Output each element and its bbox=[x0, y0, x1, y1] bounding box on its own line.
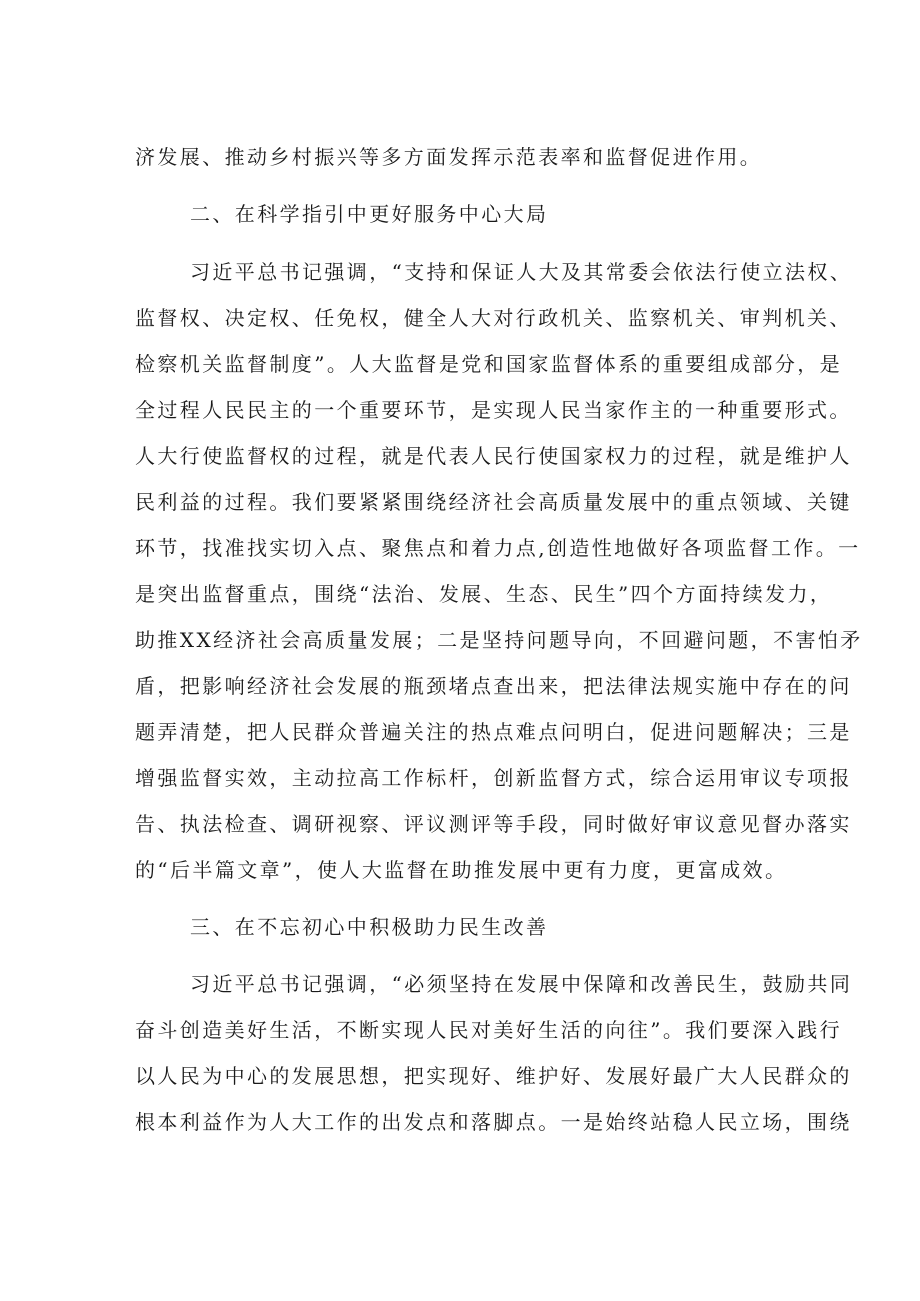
paragraph-3-line-4: 根本利益作为人大工作的出发点和落脚点。一是始终站稳人民立场，围绕 bbox=[135, 1110, 852, 1134]
paragraph-2-line-11: 题弄清楚，把人民群众普遍关注的热点难点问明白，促进问题解决；三是 bbox=[135, 720, 852, 744]
paragraph-2-line-9: 助推XX经济社会高质量发展；二是坚持问题导向，不回避问题，不害怕矛 bbox=[135, 628, 863, 652]
paragraph-3-line-2: 奋斗创造美好生活，不断实现人民对美好生活的向往”。我们要深入践行 bbox=[135, 1018, 843, 1042]
paragraph-2-line-4: 全过程人民民主的一个重要环节，是实现人民当家作主的一种重要形式。 bbox=[135, 398, 852, 422]
section-heading-2: 二、在科学指引中更好服务中心大局 bbox=[190, 202, 549, 226]
paragraph-2-line-3: 检察机关监督制度”。人大监督是党和国家监督体系的重要组成部分，是 bbox=[135, 352, 843, 376]
paragraph-2-line-13: 告、执法检查、调研视察、评议测评等手段，同时做好审议意见督办落实 bbox=[135, 812, 852, 836]
paragraph-2-line-1: 习近平总书记强调，“支持和保证人大及其常委会依法行使立法权、 bbox=[190, 260, 853, 284]
paragraph-1-line-1: 济发展、推动乡村振兴等多方面发挥示范表率和监督促进作用。 bbox=[135, 145, 763, 169]
paragraph-2-line-6: 民利益的过程。我们要紧紧围绕经济社会高质量发展中的重点领域、关键 bbox=[135, 490, 852, 514]
paragraph-2-line-2: 监督权、决定权、任免权，健全人大对行政机关、监察机关、审判机关、 bbox=[135, 306, 852, 330]
paragraph-3-line-3: 以人民为中心的发展思想，把实现好、维护好、发展好最广大人民群众的 bbox=[135, 1064, 852, 1088]
paragraph-2-line-8: 是突出监督重点，围绕“法治、发展、生态、民生”四个方面持续发力， bbox=[135, 582, 833, 606]
paragraph-3-line-1: 习近平总书记强调，“必须坚持在发展中保障和改善民生，鼓励共同 bbox=[190, 972, 853, 996]
paragraph-2-line-10: 盾，把影响经济社会发展的瓶颈堵点查出来，把法律法规实施中存在的问 bbox=[135, 674, 852, 698]
paragraph-2-line-14: 的“后半篇文章”，使人大监督在助推发展中更有力度，更富成效。 bbox=[135, 858, 788, 882]
paragraph-2-line-5: 人大行使监督权的过程，就是代表人民行使国家权力的过程，就是维护人 bbox=[135, 444, 852, 468]
paragraph-2-line-7: 环节，找准找实切入点、聚焦点和着力点,创造性地做好各项监督工作。一 bbox=[135, 536, 861, 560]
section-heading-3: 三、在不忘初心中积极助力民生改善 bbox=[190, 915, 549, 939]
paragraph-2-line-12: 增强监督实效，主动拉高工作标杆，创新监督方式，综合运用审议专项报 bbox=[135, 766, 852, 790]
